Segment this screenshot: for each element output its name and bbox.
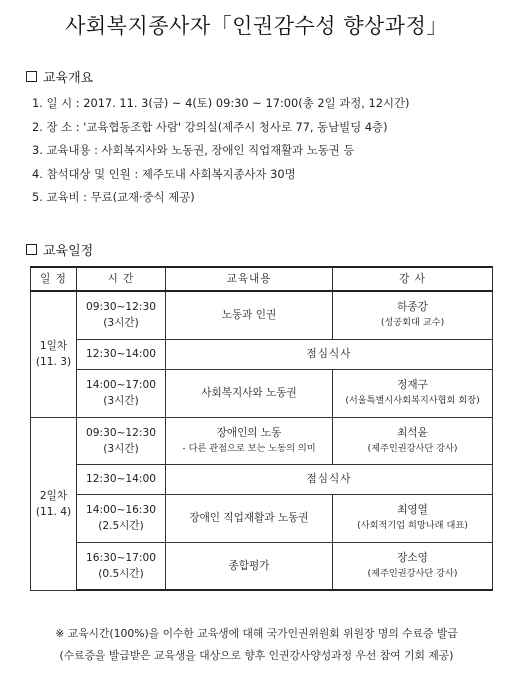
overview-item-schedule: 1. 일 시 : 2017. 11. 3(금) ~ 4(토) 09:30 ~ 17:00(총 2일 과정, 12시간) [32, 96, 410, 110]
day2-label: 2일차 [39, 489, 68, 502]
lecturer-name: 장소영 [397, 551, 428, 564]
content-subtitle: - 다른 관점으로 보는 노동의 의미 [182, 442, 316, 454]
lunch-cell: 점심식사 [166, 464, 493, 494]
table-row [31, 417, 493, 464]
lecturer-cell [333, 494, 493, 542]
document-title: 사회복지종사자「인권감수성 향상과정」 [65, 14, 448, 38]
overview-heading [26, 67, 93, 86]
day2-date: (11. 4) [35, 505, 72, 518]
time-range: 09:30~12:30 [86, 426, 156, 439]
overview-item-participants: 4. 참석대상 및 인원 : 제주도내 사회복지종사자 30명 [32, 166, 296, 181]
time-range: 16:30~17:00 [86, 551, 156, 564]
lecturer-name: 최영열 [397, 504, 428, 516]
lecturer-affiliation: (서울특별시사회복지사협회 회장) [345, 395, 480, 406]
footnote-priority: (수료증을 발급받은 교육생을 대상으로 향후 인권강사양성과정 우선 참여 기회 제공) [59, 649, 454, 662]
time-hours: (3시간) [103, 317, 139, 330]
lecturer-cell [333, 291, 493, 339]
header-content: 교육내용 [166, 267, 333, 291]
time-cell [77, 542, 166, 590]
checkbox-square-icon [26, 71, 37, 82]
day1-cell [31, 291, 77, 417]
footnote-certificate: ※ 교육시간(100%)을 이수한 교육생에 대해 국가인권위원회 위원장 명의 수료증 발급 [55, 627, 458, 640]
day1-date: (11. 3) [35, 356, 72, 369]
table-row [31, 291, 493, 339]
lecturer-name: 정재구 [397, 379, 428, 391]
table-row [31, 369, 493, 417]
table-row [31, 464, 493, 494]
time-hours: (2.5시간) [98, 520, 144, 532]
lecturer-affiliation: (제주인권강사단 강사) [367, 442, 458, 454]
time-hours: (0.5시간) [98, 567, 144, 580]
header-day: 일 정 [31, 267, 77, 291]
lecturer-affiliation: (성공회대 교수) [380, 317, 445, 329]
lecturer-name: 최석윤 [397, 426, 428, 439]
content-title: 장애인의 노동 [216, 426, 282, 439]
overview-item-content: 3. 교육내용 : 사회복지사와 노동권, 장애인 직업재활과 노동권 등 [32, 143, 355, 157]
schedule-table [30, 266, 493, 591]
time-cell [77, 417, 166, 464]
schedule-heading-label: 교육일정 [43, 244, 94, 259]
overview-heading-label: 교육개요 [43, 71, 94, 86]
lecturer-cell [333, 417, 493, 464]
time-hours: (3시간) [103, 442, 139, 455]
table-row [31, 494, 493, 542]
lecturer-cell [333, 369, 493, 417]
time-range: 09:30~12:30 [86, 301, 156, 314]
table-row [31, 339, 493, 369]
content-cell: 장애인 직업재활과 노동권 [166, 494, 333, 542]
day1-label: 1일차 [39, 340, 68, 353]
content-cell: 종합평가 [166, 542, 333, 590]
table-row [31, 542, 493, 590]
content-cell [166, 417, 333, 464]
time-hours: (3시간) [103, 395, 139, 407]
header-lecturer: 강 사 [333, 267, 493, 291]
lecturer-cell [333, 542, 493, 590]
overview-list [32, 92, 502, 210]
time-cell: 12:30~14:00 [77, 339, 166, 369]
overview-item-fee: 5. 교육비 : 무료(교재·중식 제공) [32, 190, 195, 204]
time-cell: 12:30~14:00 [77, 464, 166, 494]
content-cell: 노동과 인권 [166, 291, 333, 339]
schedule-heading [26, 240, 93, 259]
checkbox-square-icon [26, 244, 37, 255]
lecturer-affiliation: (제주인권강사단 강사) [367, 567, 458, 579]
lecturer-affiliation: (사회적기업 희망나래 대표) [357, 520, 468, 531]
time-range: 14:00~17:00 [86, 379, 156, 391]
time-cell [77, 291, 166, 339]
header-time: 시 간 [77, 267, 166, 291]
content-cell: 사회복지사와 노동권 [166, 369, 333, 417]
time-cell [77, 494, 166, 542]
lecturer-name: 하종강 [397, 301, 428, 314]
table-header-row [31, 267, 493, 291]
lunch-cell: 점심식사 [166, 339, 493, 369]
time-cell [77, 369, 166, 417]
day2-cell [31, 417, 77, 590]
time-range: 14:00~16:30 [86, 504, 156, 516]
overview-item-venue: 2. 장 소 : '교육협동조합 사람' 강의실(제주시 청사로 77, 동남빌딩 4층) [32, 119, 388, 134]
